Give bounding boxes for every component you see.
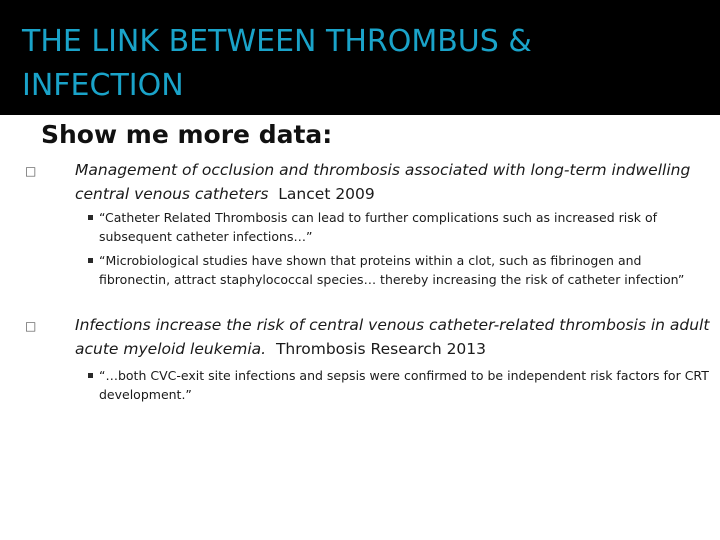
bullet-1-text (75, 158, 715, 206)
slide-subtitle: Show me more data: (41, 120, 333, 149)
slide-title: THE LINK BETWEEN THROMBUS & INFECTION (22, 24, 532, 103)
bullet-2-icon: □ (25, 319, 37, 333)
bullet-1-icon: □ (25, 164, 37, 178)
bullet-2-source: Thrombosis Research 2013 (275, 340, 487, 358)
sub-bullet-1-2-icon (88, 258, 93, 263)
bullet-2-title: Infections increase the risk of central venous catheter-related thrombosis in adult acute myeloid leukemia. (75, 316, 710, 358)
sub-bullet-2-1-text: “…both CVC-exit site infections and sepsis were confirmed to be independent risk factors for CRT development.” (99, 368, 709, 402)
sub-bullet-1-1-text: “Catheter Related Thrombosis can lead to further complications such as increased risk of subsequent catheter infections…” (99, 210, 658, 244)
bullet-1-source: Lancet 2009 (278, 185, 375, 203)
bullet-2-text (75, 313, 715, 361)
bullet-1-title: Management of occlusion and thrombosis associated with long-term indwelling central venous catheters (75, 161, 691, 203)
sub-bullet-1-2-text: “Microbiological studies have shown that proteins within a clot, such as fibrinogen and fibronectin, attract staphylococcal species… thereby increasing the risk of catheter infection” (99, 253, 685, 287)
sub-bullet-1-1-icon (88, 215, 93, 220)
sub-bullet-2-1-icon (88, 373, 93, 378)
